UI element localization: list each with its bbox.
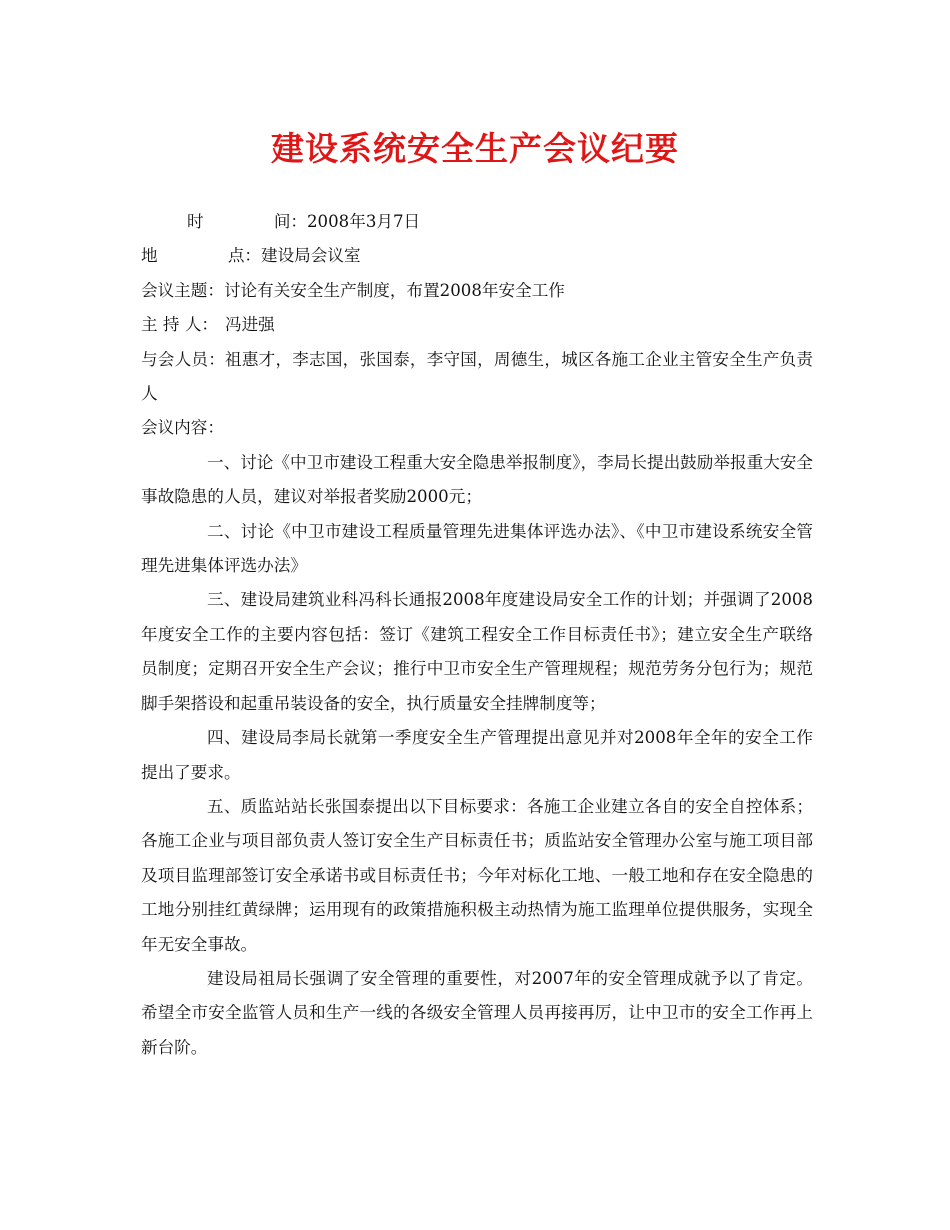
content-paragraph-3: 三、建设局建筑业科冯科长通报2008年度建设局安全工作的计划；并强调了2008年度安全工作的主要内容包括：签订《建筑工程安全工作目标责任书》；建立安全生产联络员制度；定期召开安全生产会议；推行中卫市安全生产管理规程；规范劳务分包行为；规范脚手架搭设和起重吊装设备的安全，执行质量安全挂牌制度等； [141, 590, 813, 713]
meeting-place-value: 建设局会议室 [261, 246, 361, 266]
meeting-host-line [141, 308, 813, 342]
meeting-time-label-part1: 时 [187, 212, 204, 231]
meeting-place-label [141, 239, 261, 273]
document-title: 建设系统安全生产会议纪要 [271, 129, 679, 168]
meeting-attendees-label: 与会人员： [141, 349, 226, 369]
meeting-host-label-part1: 主 [141, 315, 158, 335]
meeting-time-value: 2008年3月7日 [307, 212, 421, 231]
meeting-time-line [141, 205, 813, 239]
meeting-host-value: 冯进强 [225, 315, 275, 335]
meeting-host-label-part2: 持 [162, 315, 180, 335]
content-paragraph-6: 建设局祖局长强调了安全管理的重要性，对2007年的安全管理成就予以了肯定。希望全市安全监管人员和生产一线的各级安全管理人员再接再厉，让中卫市的安全工作再上新台阶。 [141, 968, 813, 1057]
document-body [141, 205, 813, 1065]
content-paragraph-5: 五、质监站站长张国泰提出以下目标要求：各施工企业建立各自的安全自控体系；各施工企业与项目部负责人签订安全生产目标责任书；质监站安全管理办公室与施工项目部及项目监理部签订安全承诺书或目标责任书；今年对标化工地、一般工地和存在安全隐患的工地分别挂红黄绿牌；运用现有的政策措施积极主动热情为施工监理单位提供服务，实现全年无安全事故。 [141, 796, 813, 954]
meeting-attendees-line [141, 343, 813, 412]
meeting-place-label-part1: 地 [141, 246, 158, 266]
meeting-place-line [141, 239, 813, 273]
meeting-attendees-value: 祖惠才，李志国，张国泰，李守国，周德生，城区各施工企业主管安全生产负责人 [141, 349, 814, 404]
content-paragraph-1: 一、讨论《中卫市建设工程重大安全隐患举报制度》，李局长提出鼓励举报重大安全事故隐患的人员，建议对举报者奖励2000元； [141, 452, 813, 507]
meeting-time-label [187, 205, 307, 239]
meeting-topic-line [141, 274, 813, 308]
meeting-topic-label: 会议主题： [141, 280, 224, 300]
meeting-time-label-part2: 间： [273, 212, 307, 231]
content-paragraph-4: 四、建设局李局长就第一季度安全生产管理提出意见并对2008年全年的安全工作提出了要求。 [141, 728, 813, 782]
meeting-host-label-part3: 人： [184, 315, 218, 335]
meeting-host-label [141, 308, 225, 342]
meeting-topic-value: 讨论有关安全生产制度，布置2008年安全工作 [223, 280, 565, 300]
content-paragraph-2: 二、讨论《中卫市建设工程质量管理先进集体评选办法》、《中卫市建设系统安全管理先进集体评选办法》 [141, 521, 813, 576]
meeting-content-label: 会议内容： [141, 418, 224, 438]
meeting-place-label-part2: 点： [227, 246, 261, 266]
